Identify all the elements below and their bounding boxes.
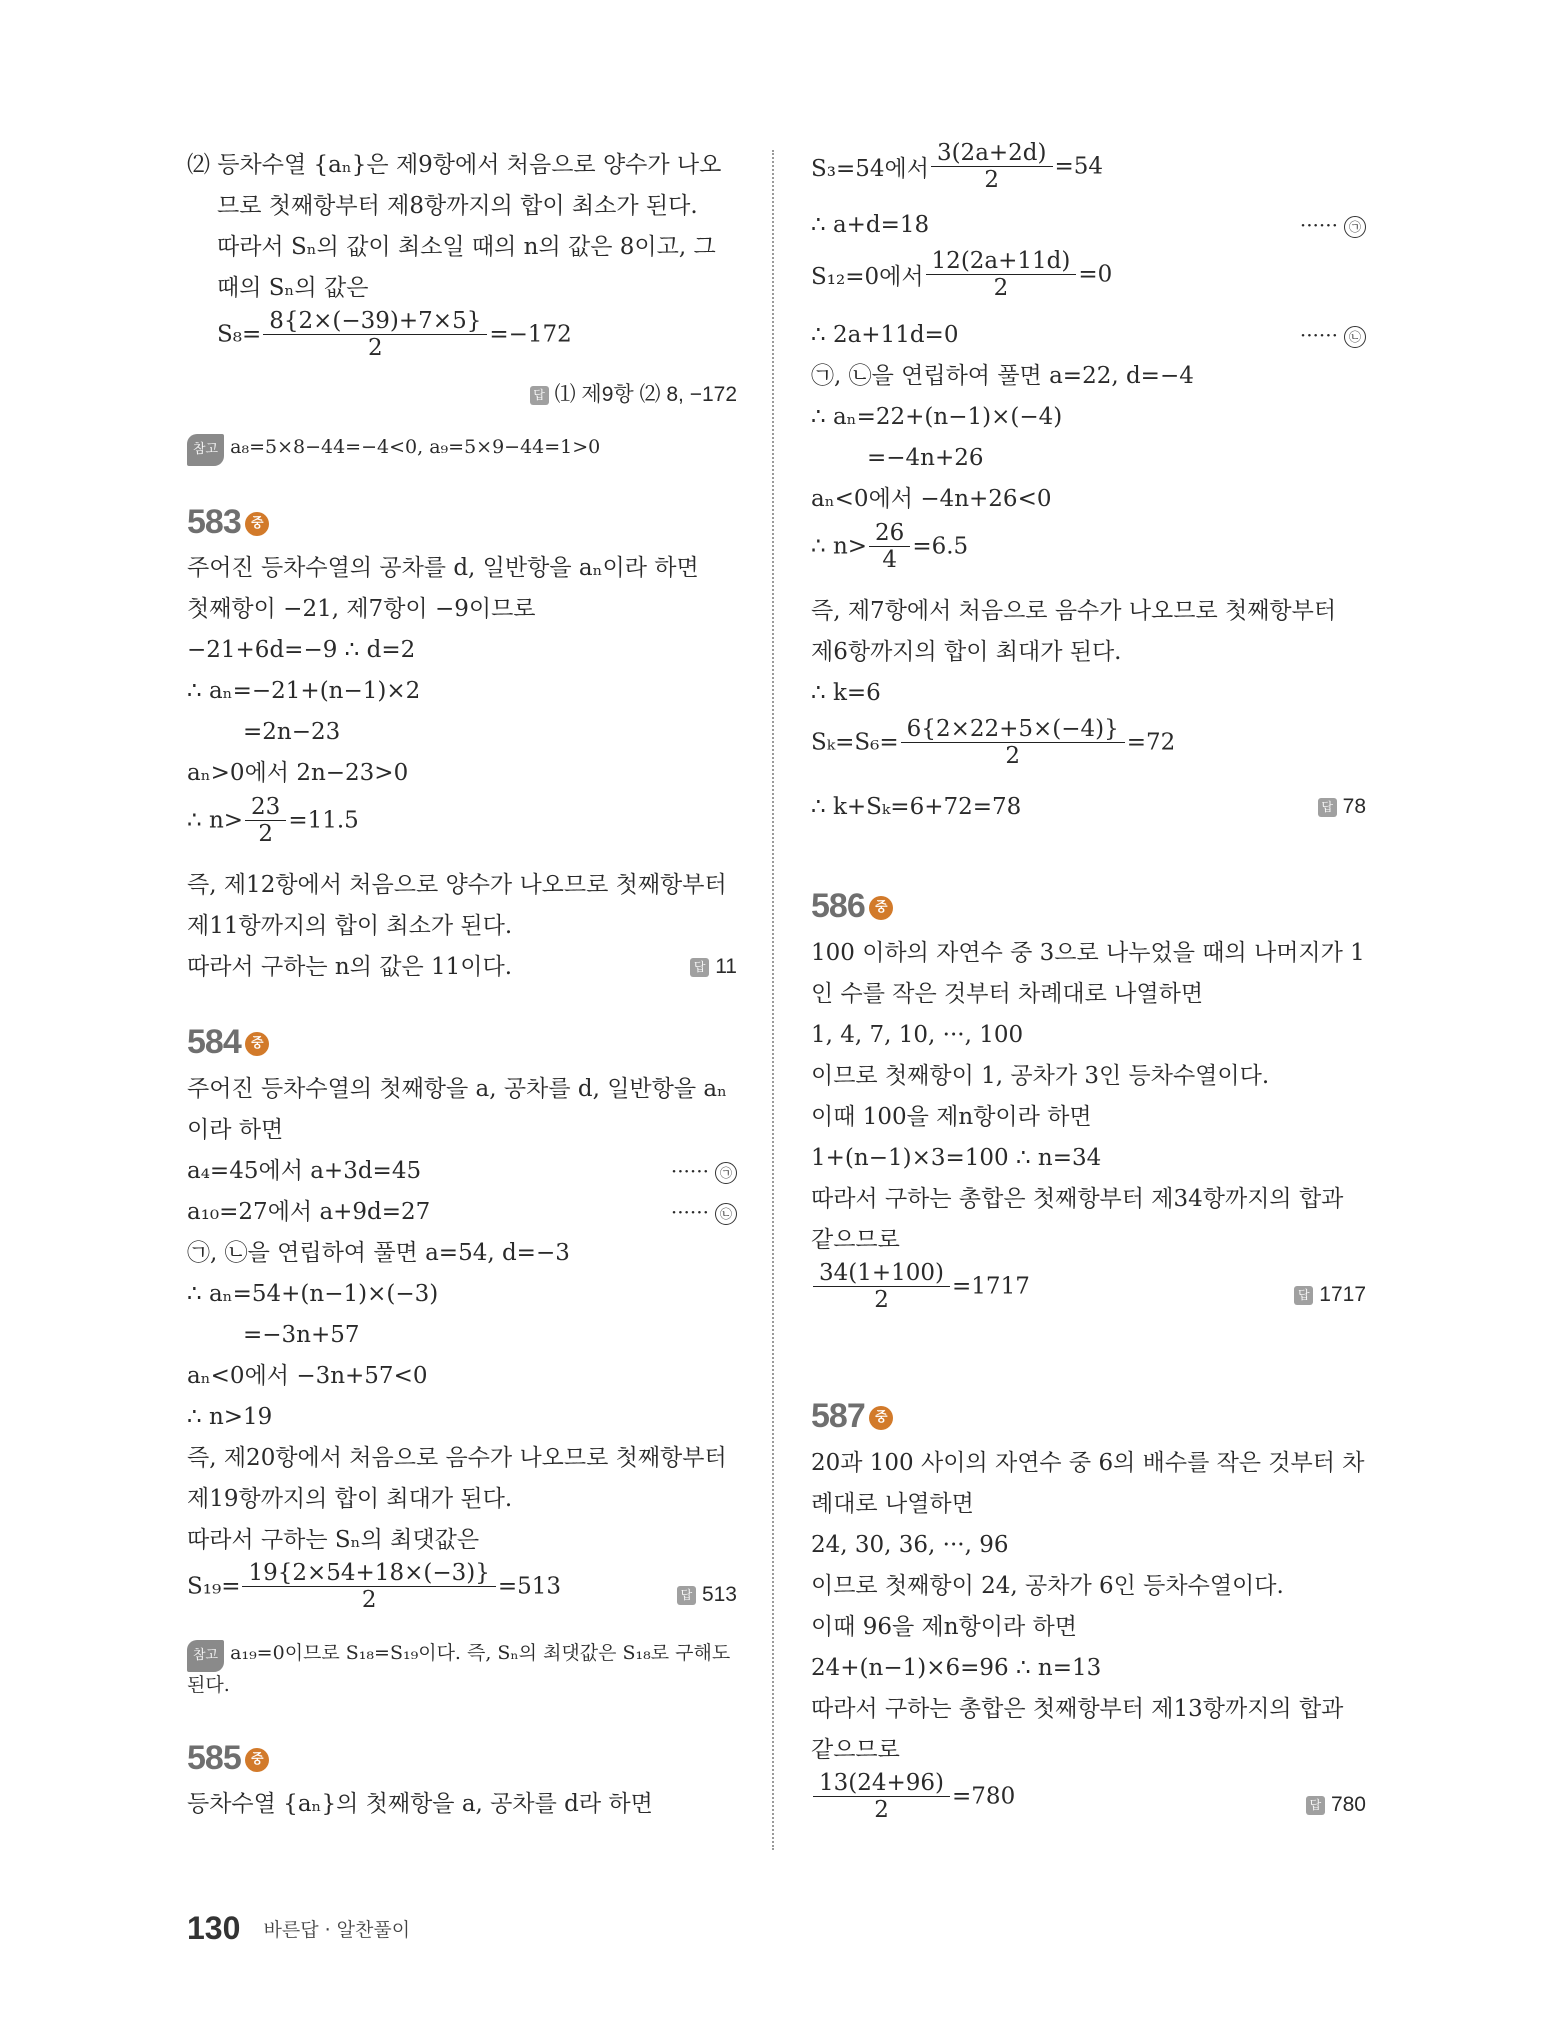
text-line: aₙ>0에서 2n−23>0	[187, 760, 409, 786]
fraction-denominator: 2	[1005, 743, 1021, 769]
fraction	[931, 140, 1053, 193]
fraction-denominator: 2	[984, 167, 1000, 193]
circled-letter-icon: ㉡	[715, 1203, 737, 1225]
formula-lhs: Sₖ=S₆=	[811, 729, 899, 756]
text-line: =−4n+26	[867, 445, 984, 471]
answer	[1318, 792, 1366, 822]
answer-icon: 답	[1294, 1286, 1313, 1305]
fraction	[263, 308, 487, 361]
text-line: 제11항까지의 합이 최소가 된다.	[187, 913, 513, 939]
answer-icon: 답	[677, 1586, 696, 1605]
fraction-denominator: 2	[874, 1797, 889, 1823]
text-line: 즉, 제20항에서 처음으로 음수가 나오므로 첫째항부터	[187, 1445, 727, 1471]
fraction	[245, 794, 286, 847]
text-line: 따라서 구하는 총합은 첫째항부터 제34항까지의 합과	[811, 1186, 1344, 1212]
page-number: 130	[187, 1910, 241, 1946]
answer-text: ⑴ 제9항 ⑵ 8, −172	[554, 383, 737, 406]
text-line: ∴ n>19	[187, 1404, 273, 1430]
formula	[217, 308, 572, 361]
answer-text: 11	[715, 955, 737, 978]
note	[187, 432, 600, 466]
text-line: =−3n+57	[243, 1322, 360, 1348]
formula-rhs: =54	[1054, 153, 1104, 180]
text-line: 므로 첫째항부터 제8항까지의 합이 최소가 된다.	[217, 193, 698, 219]
answer	[690, 952, 737, 982]
formula	[811, 716, 1175, 769]
circled-letter-icon: ㉠	[715, 1162, 737, 1184]
column-divider	[772, 150, 774, 1850]
fraction	[901, 716, 1125, 769]
text-line: ∴ aₙ=54+(n−1)×(−3)	[187, 1281, 439, 1307]
fraction-numerator: 12(2a+11d)	[926, 248, 1077, 275]
text-line: ∴ aₙ=−21+(n−1)×2	[187, 678, 421, 704]
circled-letter-icon: ㉡	[1344, 326, 1366, 348]
problem-number-text: 586	[811, 887, 865, 925]
text-line: 1+(n−1)×3=100 ∴ n=34	[811, 1145, 1102, 1171]
marker-dots: ······	[670, 1200, 709, 1224]
text-line: 등차수열 {aₙ}의 첫째항을 a, 공차를 d라 하면	[187, 1791, 653, 1817]
problem-number	[187, 1022, 269, 1062]
text-line: 24+(n−1)×6=96 ∴ n=13	[811, 1655, 1102, 1681]
answer-icon: 답	[1318, 798, 1337, 817]
answer	[1294, 1280, 1366, 1310]
formula	[811, 140, 1103, 193]
problem-number-text: 584	[187, 1023, 241, 1061]
formula	[811, 1770, 1015, 1823]
formula	[187, 794, 359, 847]
text-line: aₙ<0에서 −4n+26<0	[811, 486, 1052, 512]
text-line: 따라서 Sₙ의 값이 최소일 때의 n의 값은 8이고, 그	[217, 234, 716, 260]
text-line: ∴ k=6	[811, 680, 881, 706]
formula-rhs: =513	[497, 1573, 562, 1600]
text-line: ∴ a+d=18	[811, 212, 930, 238]
text-line: 인 수를 작은 것부터 차례대로 나열하면	[811, 981, 1204, 1007]
text-line: 이므로 첫째항이 24, 공차가 6인 등차수열이다.	[811, 1573, 1284, 1599]
note-continued: 된다.	[187, 1674, 230, 1696]
note-badge: 참고	[187, 1640, 224, 1672]
answer-text: 513	[701, 1583, 737, 1606]
answer-icon: 답	[530, 386, 549, 405]
fraction-numerator: 23	[245, 794, 286, 821]
text-line: ㉠, ㉡을 연립하여 풀면 a=22, d=−4	[811, 363, 1194, 389]
text-line: 례대로 나열하면	[811, 1491, 974, 1517]
text-line: 따라서 구하는 Sₙ의 최댓값은	[187, 1527, 480, 1553]
text-line: a₁₀=27에서 a+9d=27	[187, 1199, 431, 1225]
formula-rhs: =−172	[489, 321, 572, 348]
text-line: 주어진 등차수열의 공차를 d, 일반항을 aₙ이라 하면	[187, 555, 699, 581]
difficulty-badge: 중	[245, 1748, 269, 1772]
formula-lhs: S₈=	[217, 321, 262, 348]
fraction	[242, 1560, 495, 1613]
text-line: 이때 96을 제n항이라 하면	[811, 1614, 1077, 1640]
text-line: 즉, 제7항에서 처음으로 음수가 나오므로 첫째항부터	[811, 598, 1337, 624]
text-line: −21+6d=−9 ∴ d=2	[187, 637, 416, 663]
text-line: 1, 4, 7, 10, ···, 100	[811, 1022, 1024, 1048]
text-line: 100 이하의 자연수 중 3으로 나누었을 때의 나머지가 1	[811, 940, 1365, 966]
answer-icon: 답	[1306, 1796, 1325, 1815]
text-line: 제6항까지의 합이 최대가 된다.	[811, 639, 1122, 665]
problem-number	[187, 1738, 269, 1778]
formula-lhs: S₁₉=	[187, 1573, 241, 1600]
problem-number	[811, 886, 893, 926]
formula-rhs: =6.5	[912, 533, 969, 560]
marker-dots: ······	[670, 1159, 709, 1183]
text-line: ㉠, ㉡을 연립하여 풀면 a=54, d=−3	[187, 1240, 570, 1266]
fraction-numerator: 6{2×22+5×(−4)}	[901, 716, 1125, 743]
difficulty-badge: 중	[869, 896, 893, 920]
text-line: ∴ 2a+11d=0	[811, 322, 959, 348]
fraction	[869, 520, 910, 573]
problem-number-text: 583	[187, 503, 241, 541]
formula-rhs: =780	[952, 1783, 1016, 1810]
formula-rhs: =72	[1126, 729, 1176, 756]
formula	[811, 520, 968, 573]
text-line: 첫째항이 −21, 제7항이 −9이므로	[187, 596, 536, 622]
fraction-denominator: 2	[993, 275, 1009, 301]
text-line: 이때 100을 제n항이라 하면	[811, 1104, 1092, 1130]
text-line: 따라서 구하는 총합은 첫째항부터 제13항까지의 합과	[811, 1696, 1344, 1722]
difficulty-badge: 중	[869, 1406, 893, 1430]
fraction-numerator: 13(24+96)	[813, 1770, 950, 1797]
text-line: 주어진 등차수열의 첫째항을 a, 공차를 d, 일반항을 aₙ	[187, 1076, 728, 1102]
note	[187, 1638, 730, 1672]
problem-number	[187, 502, 269, 542]
fraction	[926, 248, 1077, 301]
problem-number-text: 585	[187, 1739, 241, 1777]
text-line: a₄=45에서 a+3d=45	[187, 1158, 422, 1184]
text-line: 즉, 제12항에서 처음으로 양수가 나오므로 첫째항부터	[187, 872, 727, 898]
equation-marker	[1300, 320, 1366, 350]
text-line: =2n−23	[243, 719, 341, 745]
fraction-numerator: 19{2×54+18×(−3)}	[242, 1560, 495, 1587]
equation-marker	[671, 1197, 737, 1227]
answer	[530, 380, 737, 410]
fraction-numerator: 26	[869, 520, 910, 547]
text-line: 제19항까지의 합이 최대가 된다.	[187, 1486, 513, 1512]
equation-marker	[1300, 210, 1366, 240]
fraction-denominator: 2	[874, 1287, 889, 1313]
formula-rhs: =1717	[952, 1273, 1030, 1300]
text-line: 때의 Sₙ의 값은	[217, 275, 369, 301]
text-line: 이라 하면	[187, 1117, 284, 1143]
text-line: aₙ<0에서 −3n+57<0	[187, 1363, 428, 1389]
answer-icon: 답	[690, 958, 709, 977]
fraction-denominator: 2	[361, 1587, 377, 1613]
page-footer	[187, 1910, 410, 1947]
fraction-numerator: 8{2×(−39)+7×5}	[263, 308, 487, 335]
text-line: 따라서 구하는 n의 값은 11이다.	[187, 954, 513, 980]
marker-dots: ······	[1299, 213, 1338, 237]
text-line: 24, 30, 36, ···, 96	[811, 1532, 1009, 1558]
footer-label: 바른답 · 알찬풀이	[263, 1919, 411, 1941]
answer-text: 780	[1330, 1793, 1366, 1816]
answer	[677, 1580, 737, 1610]
fraction-denominator: 2	[258, 821, 273, 847]
formula	[811, 1260, 1030, 1313]
note-text: a₈=5×8−44=−4<0, a₉=5×9−44=1>0	[230, 436, 601, 458]
formula	[811, 248, 1112, 301]
text-line: 같으므로	[811, 1737, 900, 1763]
text-line: 20과 100 사이의 자연수 중 6의 배수를 작은 것부터 차	[811, 1450, 1365, 1476]
marker-dots: ······	[1299, 323, 1338, 347]
text-line: ∴ aₙ=22+(n−1)×(−4)	[811, 404, 1063, 430]
answer-text: 78	[1342, 795, 1366, 818]
fraction-denominator: 2	[367, 335, 383, 361]
fraction-denominator: 4	[882, 547, 897, 573]
formula-lhs: ∴ n>	[187, 807, 244, 834]
difficulty-badge: 중	[245, 512, 269, 536]
formula-lhs: S₃=54에서	[811, 156, 929, 182]
circled-letter-icon: ㉠	[1344, 216, 1366, 238]
text-line: ∴ k+Sₖ=6+72=78	[811, 794, 1022, 820]
difficulty-badge: 중	[245, 1032, 269, 1056]
problem-number-text: 587	[811, 1397, 865, 1435]
formula-lhs: S₁₂=0에서	[811, 264, 924, 290]
fraction-numerator: 3(2a+2d)	[931, 140, 1053, 167]
formula-rhs: =11.5	[288, 807, 359, 834]
note-text: a₁₉=0이므로 S₁₈=S₁₉이다. 즉, Sₙ의 최댓값은 S₁₈로 구해도	[230, 1642, 731, 1664]
equation-marker	[671, 1156, 737, 1186]
text-line: 같으므로	[811, 1227, 900, 1253]
fraction	[813, 1260, 950, 1313]
answer-text: 1717	[1319, 1283, 1366, 1306]
formula-rhs: =0	[1078, 261, 1113, 288]
problem-number	[811, 1396, 893, 1436]
answer	[1306, 1790, 1366, 1820]
formula-lhs: ∴ n>	[811, 533, 868, 560]
note-badge: 참고	[187, 434, 224, 466]
text-line: ⑵ 등차수열 {aₙ}은 제9항에서 처음으로 양수가 나오	[187, 152, 722, 178]
fraction-numerator: 34(1+100)	[813, 1260, 950, 1287]
fraction	[813, 1770, 950, 1823]
text-line: 이므로 첫째항이 1, 공차가 3인 등차수열이다.	[811, 1063, 1270, 1089]
formula	[187, 1560, 561, 1613]
